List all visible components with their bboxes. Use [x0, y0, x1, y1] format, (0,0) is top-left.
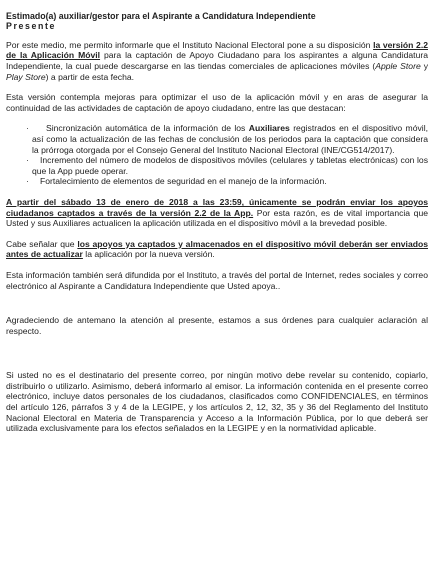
greeting-presente: Presente: [6, 21, 56, 32]
deadline-text-b: Por esta razón, es de vital importancia que Usted y sus Auxiliares actualicen la aplicación utilizada en el dispositivo móvil a la brevedad posible.: [6, 207, 429, 229]
paragraph-improvements: Esta versión contempla mejoras para optimizar el uso de la aplicación móvil y en aras de asegurar la continuidad de las actividades de captación de apoyo ciudadano, entre las que destacan:: [6, 92, 428, 113]
apple-store-label: Apple Store: [375, 61, 421, 71]
bullet-mark: ·: [26, 176, 29, 187]
bullet-mark: ·: [26, 155, 29, 166]
paragraph-intro: [6, 40, 428, 82]
note-text-a: Cabe señalar que: [6, 238, 78, 249]
list-item: [6, 155, 428, 176]
intro-text-a: Por este medio, me permito informarle que el Instituto Nacional Electoral pone a su disposición: [6, 39, 374, 50]
list-item-text: [32, 123, 428, 155]
list-item: [6, 123, 428, 155]
greeting-line: Estimado(a) auxiliar/gestor para el Aspirante a Candidatura Independiente: [6, 11, 316, 21]
bullet-1-text-c: registrados en el dispositivo móvil, así como la actualización de las fechas de conclusión de los periodos para la captación que considera la prórroga otorgada por el Consejo General del Instituto Nacional Electoral (INE/CG514/2017).: [32, 123, 428, 155]
list-item-text: Incremento del número de modelos de dispositivos móviles (celulares y tabletas electrónicas) con los que la App puede operar.: [32, 155, 428, 176]
list-item-text: Fortalecimiento de elementos de seguridad en el manejo de la información.: [40, 176, 327, 187]
improvements-list: [6, 123, 428, 187]
list-item: [6, 176, 428, 187]
intro-text-c: para la captación de Apoyo Ciudadano para los aspirantes a alguna Candidatura Independiente, la cual puede descargarse en las tiendas comerciales de aplicaciones móviles (: [6, 50, 428, 71]
paragraph-deadline: [6, 197, 428, 229]
play-store-label: Play Store: [6, 71, 46, 82]
intro-version-emphasis: la versión 2.2 de la Aplicación Móvil: [6, 39, 428, 61]
intro-text-e: y: [420, 61, 428, 71]
paragraph-closing: Agradeciendo de antemano la atención al presente, estamos a sus órdenes para cualquier aclaración al respecto.: [6, 315, 428, 336]
paragraph-disclaimer: Si usted no es el destinatario del presente correo, por ningún motivo debe revelar su contenido, copiarlo, distribuirlo o utilizarlo. Asimismo, deberá informarlo al emisor. La información contenida en el presente correo electrónico, incluye datos personales de los ciudadanos, clasificados como CONFIDENCIALES, en términos del artículo 126, párrafos 3 y 4 de la LEGIPE, y los artículos 2, 12, 32, 35 y 36 del Reglamento del Instituto Nacional Electoral en Materia de Transparencia y Acceso a la Información Pública, por lo que deberá ser utilizada exclusivamente para los efectos señalados en la LEGIPE y en la normatividad aplicable.: [6, 370, 428, 434]
paragraph-dissemination: Esta información también será difundida por el Instituto, a través del portal de Internet, redes sociales y correo electrónico al Aspirante a Candidatura Independiente que Usted apoya..: [6, 269, 428, 291]
auxiliares-emphasis: Auxiliares: [248, 123, 290, 134]
intro-text-g: ) a partir de esta fecha.: [45, 71, 135, 82]
bullet-mark: ·: [26, 123, 29, 134]
bullet-1-text-a: Sincronización automática de la información de los: [46, 123, 249, 134]
note-emphasis: los apoyos ya captados y almacenados en el dispositivo móvil deberán ser enviados antes de actualizar: [6, 238, 429, 260]
paragraph-note: [6, 239, 428, 260]
deadline-emphasis: A partir del sábado 13 de enero de 2018 a las 23:59, únicamente se podrán enviar los apoyos ciudadanos captados a través de la versión 2.2 de la App.: [6, 196, 428, 218]
note-text-c: la aplicación por la nueva versión.: [82, 249, 215, 260]
